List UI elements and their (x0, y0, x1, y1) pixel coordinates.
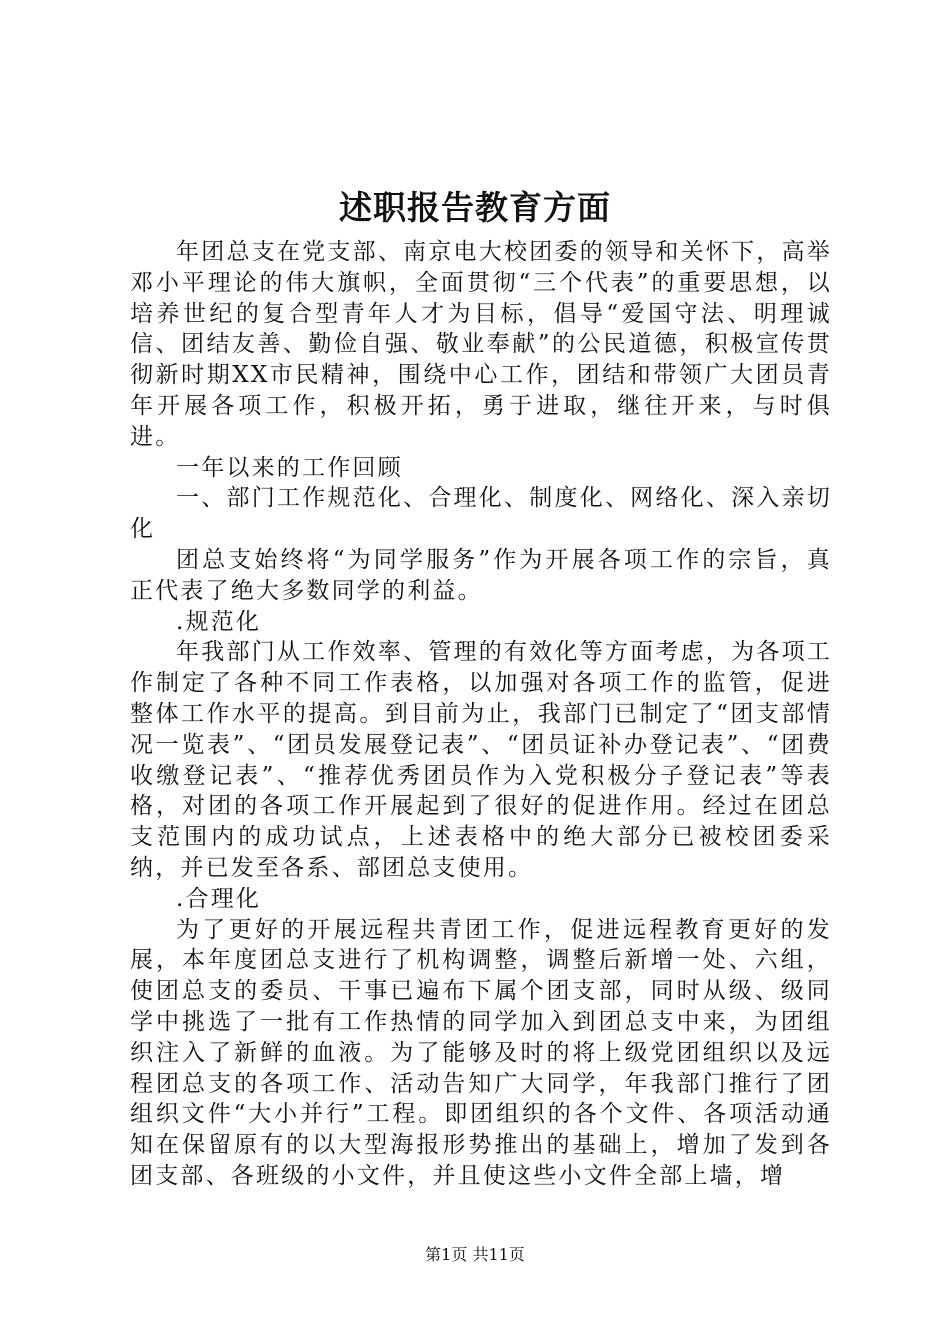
subheading-rationalization: .合理化 (176, 885, 262, 912)
paragraph-intro: 年团总支在党支部、南京电大校团委的领导和关怀下，高举邓小平理论的伟大旗帜，全面贯彻“三个代表”的重要思想，以培养世纪的复合型青年人才为目标，倡导“爱国守法、明理诚信、团结友善、勤俭自强、敬业奉献”的公民道德，积极宣传贯彻新时期XX市民精神，围绕中心工作，团结和带领广大团员青年开展各项工作，积极开拓，勇于进取，继往开来，与时俱进。 (130, 239, 832, 450)
section-heading-review: 一年以来的工作回顾 (176, 454, 403, 481)
paragraph-rationalization: 为了更好的开展远程共青团工作，促进远程教育更好的发展，本年度团总支进行了机构调整，调整后新增一处、六组，使团总支的委员、干事已遍布下属个团支部，同时从级、级同学中挑选了一批有工作热情的同学加入到团总支中来，为团组织注入了新鲜的血液。为了能够及时的将上级党团组织以及远程团总支的各项工作、活动告知广大同学，年我部门推行了团组织文件“大小并行”工程。即团组织的各个文件、各项活动通知在保留原有的以大型海报形势推出的基础上，增加了发到各团支部、各班级的小文件，并且使这些小文件全部上墙，增 (130, 916, 832, 1189)
paragraph-standardization: 年我部门从工作效率、管理的有效化等方面考虑，为各项工作制定了各种不同工作表格，以加强对各项工作的监管，促进整体工作水平的提高。到目前为止，我部门已制定了“团支部情况一览表”、“团员发展登记表”、“团员证补办登记表”、“团费收缴登记表”、“推荐优秀团员作为入党积极分子登记表”等表格，对团的各项工作开展起到了很好的促进作用。经过在团总支范围内的成功试点，上述表格中的绝大部分已被校团委采纳，并已发至各系、部团总支使用。 (130, 639, 832, 881)
page-footer: 第1页 共11页 (425, 1245, 525, 1264)
section-heading-department-work: 一、部门工作规范化、合理化、制度化、网络化、深入亲切化 (130, 485, 832, 543)
document-title: 述职报告教育方面 (339, 188, 611, 227)
paragraph-service-purpose: 团总支始终将“为同学服务”作为开展各项工作的宗旨，真正代表了绝大多数同学的利益。 (130, 546, 832, 604)
document-body (130, 237, 832, 1192)
subheading-standardization: .规范化 (176, 608, 262, 635)
